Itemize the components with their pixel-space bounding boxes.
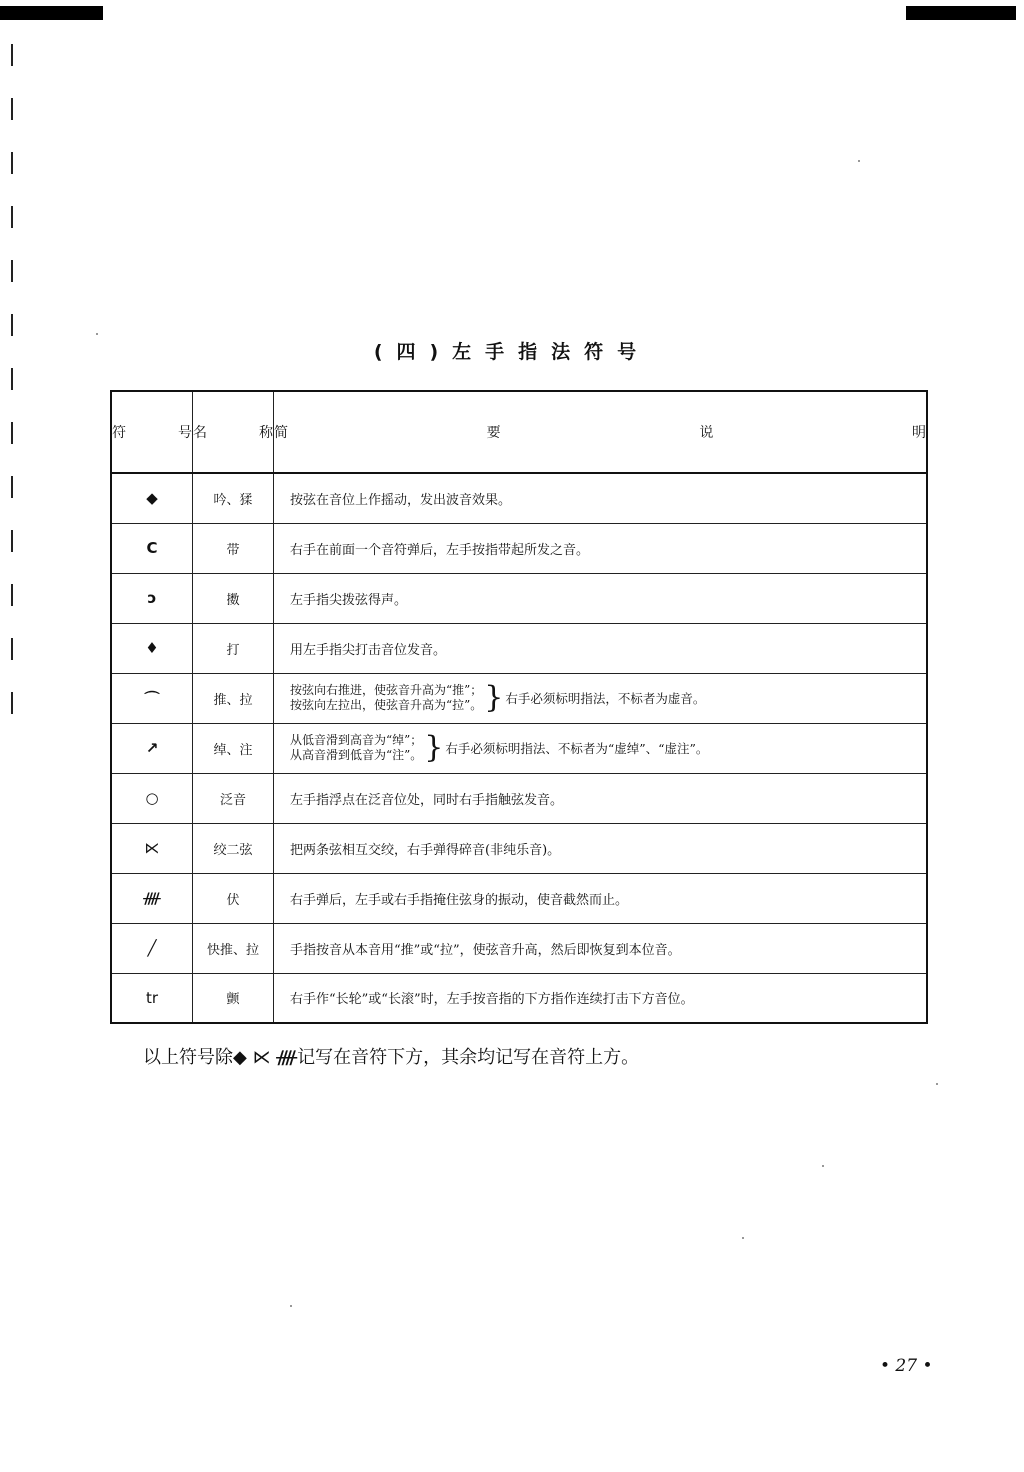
name-cell: 吟、猱 [193, 473, 274, 523]
description-line: 按弦向右推进，使弦音升高为“推”； [290, 683, 483, 697]
binding-mark [11, 152, 13, 174]
table-row [111, 623, 927, 673]
symbol-cell: ⌒ [111, 673, 193, 723]
description-line: 从低音滑到高音为“绰”； [290, 733, 423, 747]
table-row [111, 823, 927, 873]
description-cell: 右手在前面一个音符弹后，左手按指带起所发之音。 [274, 523, 928, 573]
fingering-symbol-table [110, 390, 928, 1024]
name-cell: 绞二弦 [193, 823, 274, 873]
table-row [111, 473, 927, 523]
binding-mark [11, 422, 13, 444]
binding-mark [11, 692, 13, 714]
description-cell: 左手指尖拨弦得声。 [274, 573, 928, 623]
description-cell: 按弦在音位上作摇动，发出波音效果。 [274, 473, 928, 523]
brace-icon: } [484, 680, 504, 715]
table-row [111, 773, 927, 823]
binding-mark [11, 260, 13, 282]
description-cell: 左手指浮点在泛音位处，同时右手指触弦发音。 [274, 773, 928, 823]
brace-icon: } [424, 730, 444, 765]
name-cell: 泛音 [193, 773, 274, 823]
table-row [111, 923, 927, 973]
name-cell: 伏 [193, 873, 274, 923]
name-cell: 快推、拉 [193, 923, 274, 973]
symbol-cell: ○ [111, 773, 193, 823]
symbol-cell: ♦ [111, 623, 193, 673]
page-number: • 27 • [880, 1356, 933, 1376]
description-note: 右手必须标明指法，不标者为虚音。 [505, 691, 706, 706]
header-name: 名称 [193, 391, 274, 473]
binding-mark [11, 530, 13, 552]
binding-mark [11, 638, 13, 660]
scan-speck [936, 1083, 938, 1085]
table-row [111, 723, 927, 773]
binding-mark [11, 44, 13, 66]
symbol-cell: C [111, 523, 193, 573]
scan-speck [742, 1237, 744, 1239]
symbol-cell: ╱ [111, 923, 193, 973]
page-title: (四)左手指法符号 [373, 341, 651, 363]
binding-mark [11, 98, 13, 120]
description-cell [274, 723, 928, 773]
binding-mark [11, 584, 13, 606]
symbol-cell: ↄ [111, 573, 193, 623]
table-row [111, 673, 927, 723]
name-cell: 推、拉 [193, 673, 274, 723]
symbol-cell: tr [111, 973, 193, 1023]
description-cell: 右手弹后，左手或右手指掩住弦身的振动，使音截然而止。 [274, 873, 928, 923]
binding-mark [11, 314, 13, 336]
symbol-cell: ᚎ [111, 873, 193, 923]
header-description: 简要说明 [274, 391, 928, 473]
symbol-cell: ◆ [111, 473, 193, 523]
corner-mark-left [0, 6, 103, 20]
table-row [111, 523, 927, 573]
scan-speck [822, 1165, 824, 1167]
name-cell: 绰、注 [193, 723, 274, 773]
table-row [111, 973, 927, 1023]
scan-speck [858, 160, 860, 162]
scan-speck [96, 333, 98, 335]
scan-speck [290, 1305, 292, 1307]
description-cell: 把两条弦相互交绞，右手弹得碎音(非纯乐音)。 [274, 823, 928, 873]
description-note: 右手必须标明指法、不标者为“虚绰”、“虚注”。 [445, 741, 709, 756]
header-symbol: 符号 [111, 391, 193, 473]
table-header-row [111, 391, 927, 473]
corner-mark-right [906, 6, 1016, 20]
name-cell: 颤 [193, 973, 274, 1023]
name-cell: 擞 [193, 573, 274, 623]
name-cell: 带 [193, 523, 274, 573]
description-cell: 手指按音从本音用“推”或“拉”，使弦音升高，然后即恢复到本位音。 [274, 923, 928, 973]
description-line: 从高音滑到低音为“注”。 [290, 748, 423, 762]
description-line: 按弦向左拉出，使弦音升高为“拉”。 [290, 698, 483, 712]
footnote: 以上符号除◆ ⋉ ᚎ记写在音符下方，其余均记写在音符上方。 [143, 1047, 640, 1068]
table-row [111, 573, 927, 623]
binding-mark [11, 368, 13, 390]
description-cell: 用左手指尖打击音位发音。 [274, 623, 928, 673]
binding-mark [11, 476, 13, 498]
symbol-cell: ↗ [111, 723, 193, 773]
table-row [111, 873, 927, 923]
description-cell: 右手作“长轮”或“长滚”时，左手按音指的下方指作连续打击下方音位。 [274, 973, 928, 1023]
binding-mark [11, 206, 13, 228]
name-cell: 打 [193, 623, 274, 673]
symbol-cell: ⋉ [111, 823, 193, 873]
description-cell [274, 673, 928, 723]
